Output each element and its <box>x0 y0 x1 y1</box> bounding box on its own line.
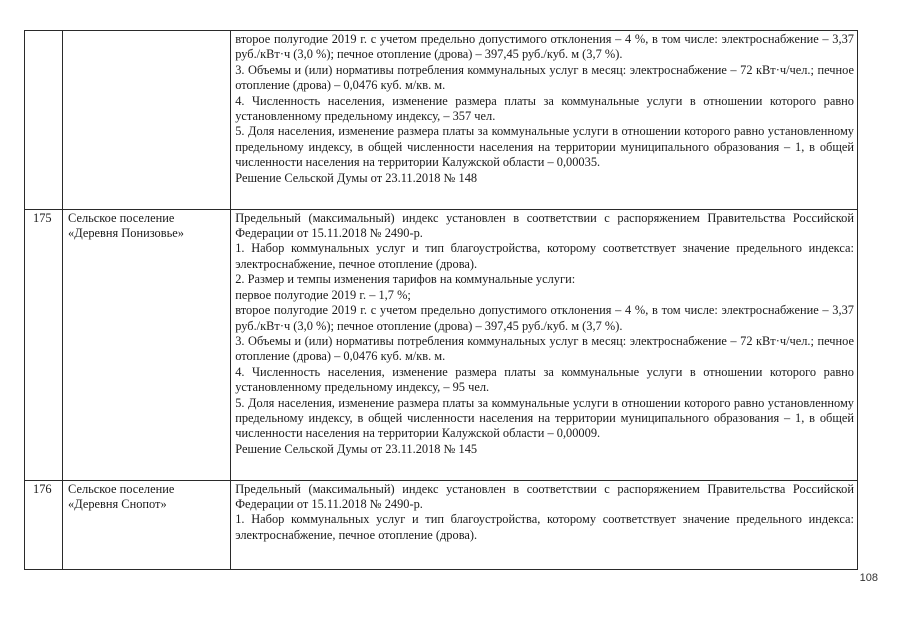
row-description <box>231 209 858 480</box>
document-table <box>24 30 858 570</box>
paragraph: Предельный (максимальный) индекс установлен в соответствии с распоряжением Правительства Российской Федерации от 15.11.2018 № 2490-р. <box>235 210 854 241</box>
paragraph: первое полугодие 2019 г. – 1,7 %; <box>235 287 411 302</box>
paragraph: 4. Численность населения, изменение размера платы за коммунальные услуги в отношении которого равно установленному предельному индексу, – 95 чел. <box>235 364 854 395</box>
settlement-name-line: «Деревня Снопот» <box>68 497 167 512</box>
settlement-name <box>63 209 231 480</box>
row-description <box>231 31 858 210</box>
table-row <box>25 209 858 480</box>
table-row <box>25 31 858 210</box>
paragraph: 3. Объемы и (или) нормативы потребления коммунальных услуг в месяц: электроснабжение – 72 кВт·ч/чел.; печное отопление (дрова) – 0,0476 куб. м/кв. м. <box>235 62 854 93</box>
paragraph: второе полугодие 2019 г. с учетом предельно допустимого отклонения – 4 %, в том числе: электроснабжение – 3,37 руб./кВт·ч (3,0 %); печное отопление (дрова) – 397,45 руб./куб. м (3,7 %). <box>235 303 854 333</box>
settlement-name-line: «Деревня Понизовье» <box>68 226 184 241</box>
row-number <box>25 31 63 210</box>
paragraph: 1. Набор коммунальных услуг и тип благоустройства, которому соответствует значение предельного индекса: электроснабжение, печное отопление (дрова). <box>235 241 854 271</box>
table-row <box>25 480 858 569</box>
row-number: 176 <box>25 480 63 569</box>
settlement-name-line: Сельское поселение <box>68 481 175 496</box>
paragraph: 1. Набор коммунальных услуг и тип благоустройства, которому соответствует значение предельного индекса: электроснабжение, печное отопление (дрова). <box>235 512 854 542</box>
settlement-name <box>63 31 231 210</box>
page-number: 108 <box>859 572 878 584</box>
paragraph: второе полугодие 2019 г. с учетом предельно допустимого отклонения – 4 %, в том числе: электроснабжение – 3,37 руб./кВт·ч (3,0 %); печное отопление (дрова) – 397,45 руб./куб. м (3,7 %). <box>235 32 854 62</box>
row-number: 175 <box>25 209 63 480</box>
paragraph: 5. Доля населения, изменение размера платы за коммунальные услуги в отношении которого равно установленному предельному индексу, в общей численности населения на территории муниципального образования – 1, в общей численности населения на территории Калужской области – 0,00035. <box>235 124 854 170</box>
paragraph: Предельный (максимальный) индекс установлен в соответствии с распоряжением Правительства Российской Федерации от 15.11.2018 № 2490-р. <box>235 481 854 512</box>
paragraph: 3. Объемы и (или) нормативы потребления коммунальных услуг в месяц: электроснабжение – 72 кВт·ч/чел.; печное отопление (дрова) – 0,0476 куб. м/кв. м. <box>235 333 854 364</box>
paragraph: 4. Численность населения, изменение размера платы за коммунальные услуги в отношении которого равно установленному предельному индексу, – 357 чел. <box>235 93 854 124</box>
row-description <box>231 480 858 569</box>
settlement-name-line: Сельское поселение <box>68 210 175 225</box>
paragraph: 5. Доля населения, изменение размера платы за коммунальные услуги в отношении которого равно установленному предельному индексу, в общей численности населения на территории муниципального образования – 1, в общей численности населения на территории Калужской области – 0,00009. <box>235 395 854 441</box>
settlement-name <box>63 480 231 569</box>
decision-reference: Решение Сельской Думы от 23.11.2018 № 145 <box>235 441 478 456</box>
paragraph: 2. Размер и темпы изменения тарифов на коммунальные услуги: <box>235 272 576 287</box>
decision-reference: Решение Сельской Думы от 23.11.2018 № 148 <box>235 170 478 185</box>
